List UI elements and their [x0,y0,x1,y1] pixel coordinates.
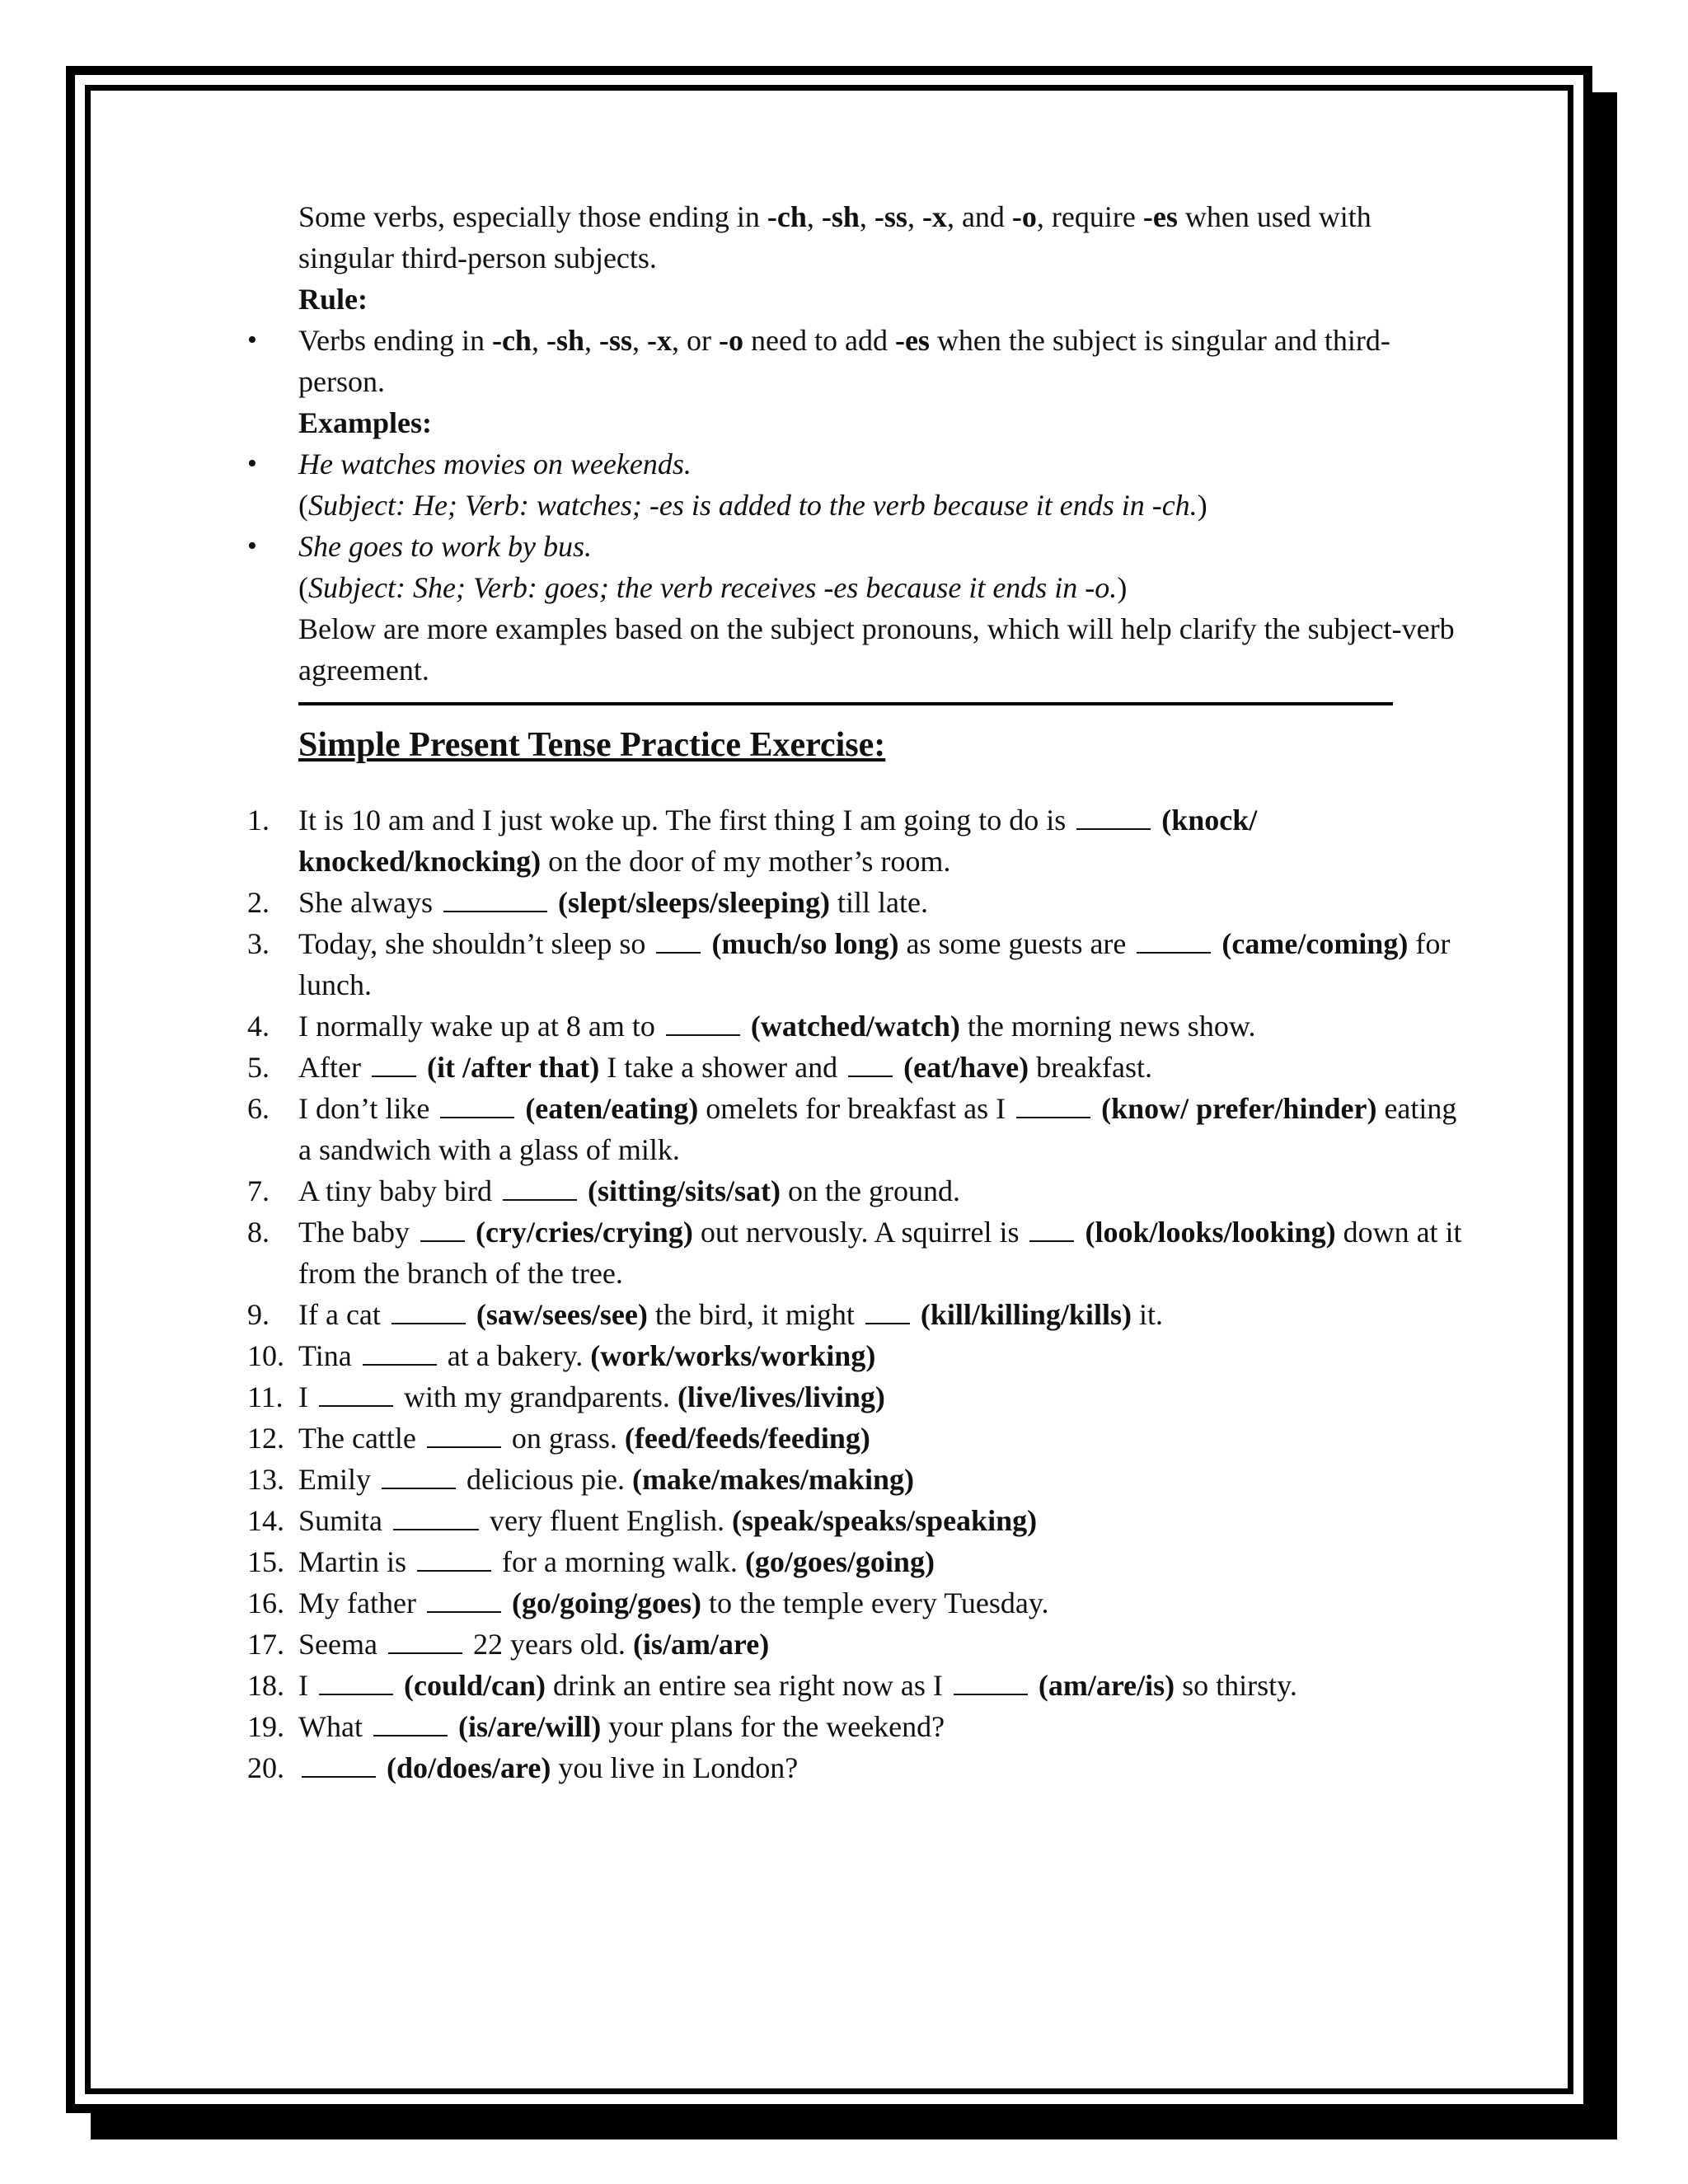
answer-options: (eat/have) [903,1051,1029,1084]
answer-options: (it /after that) [426,1051,600,1084]
answer-blank[interactable] [656,926,701,954]
item-text: If a cat [298,1298,381,1331]
item-number: 3. [247,927,270,960]
answer-blank[interactable] [302,1750,376,1778]
item-text: It is 10 am and I just woke up. The first thing I am going to do is [298,804,1067,837]
item-text: drink an entire sea right now as I [553,1669,943,1702]
item-number: 7. [247,1174,270,1207]
exercise-item [247,1088,1469,1170]
item-number: 17. [247,1628,284,1661]
examples-label [298,402,1469,443]
item-text: Sumita [298,1504,383,1537]
item-number: 1. [247,804,270,837]
answer-options: (speak/speaks/speaking) [731,1504,1038,1537]
answer-blank[interactable] [372,1049,416,1077]
answer-blank[interactable] [363,1338,437,1366]
below-text: Below are more examples based on the subject pronouns, which will help clarify the subject-verb agreement. [298,612,1455,687]
item-text: Martin is [298,1545,406,1578]
item-number: 16. [247,1586,284,1619]
exercise-item [247,1376,1469,1418]
item-text: What [298,1710,363,1743]
item-number: 4. [247,1010,270,1043]
item-text: for a morning walk. [502,1545,738,1578]
answer-blank[interactable] [427,1585,501,1613]
item-number: 8. [247,1216,270,1249]
suffix-sh: -sh [546,324,584,357]
answer-options: (slept/sleeps/sleeping) [557,886,830,919]
rule-text: when the subject is singular and third-person. [298,324,1390,398]
exercise-item [247,1500,1469,1541]
item-number: 19. [247,1710,284,1743]
item-text: down at it from the branch of the tree. [298,1216,1462,1290]
answer-blank[interactable] [382,1461,456,1489]
exercise-item [247,1047,1469,1088]
bullet-icon: • [247,531,257,561]
item-text: on the ground. [787,1174,960,1207]
item-text: I normally wake up at 8 am to [298,1010,655,1043]
example-sentence: She goes to work by bus. [298,530,592,563]
answer-blank[interactable] [1016,1090,1090,1118]
answer-blank[interactable] [319,1379,393,1407]
item-text: you live in London? [558,1751,799,1784]
item-text: on the door of my mother’s room. [548,845,951,878]
answer-blank[interactable] [388,1626,462,1654]
suffix-es: -es [894,324,930,357]
examples-label-text: Examples: [298,406,432,439]
item-text: Today, she shouldn’t sleep so [298,927,646,960]
intro-text: , and [946,200,1012,233]
item-text: with my grandparents. [404,1380,670,1413]
item-text: She always [298,886,433,919]
bullet-icon: • [247,325,257,355]
item-text: omelets for breakfast as I [706,1092,1006,1125]
exercise-item [247,1747,1469,1788]
exercise-item [247,1005,1469,1047]
item-text: on grass. [511,1422,617,1455]
answer-options: (look/looks/looking) [1085,1216,1336,1249]
exercise-title: Simple Present Tense Practice Exercise: [298,726,886,764]
item-text: your plans for the weekend? [608,1710,945,1743]
item-number: 11. [247,1380,284,1413]
item-text: for lunch. [298,927,1451,1001]
item-number: 2. [247,886,270,919]
answer-options: (eaten/eating) [525,1092,699,1125]
exercise-item [247,923,1469,1005]
below-paragraph [298,608,1469,691]
intro-text: , require [1036,200,1143,233]
item-text: The baby [298,1216,410,1249]
item-text: the bird, it might [654,1298,855,1331]
intro-paragraph: Some verbs, especially those ending in -ch, -sh, -ss, -x, and -o, require -es when used with singular third-person subjects. [298,200,1372,274]
bullet-icon: • [247,448,257,479]
item-number: 6. [247,1092,270,1125]
item-text: very fluent English. [490,1504,724,1537]
item-text: so thirsty. [1182,1669,1297,1702]
suffix-es: -es [1142,200,1178,233]
exercise-item [247,1624,1469,1665]
item-number: 12. [247,1422,284,1455]
answer-options: (could/can) [404,1669,546,1702]
item-number: 10. [247,1339,284,1372]
answer-blank[interactable] [420,1214,465,1242]
item-number: 15. [247,1545,284,1578]
exercise-item [247,1335,1469,1376]
exercise-item [247,882,1469,923]
answer-options: (go/going/goes) [511,1586,701,1619]
suffix-x: -x [647,324,673,357]
answer-options: (work/works/working) [590,1339,876,1372]
example-2 [247,526,1469,567]
exercise-item [247,1706,1469,1747]
item-text: Emily [298,1463,371,1496]
item-text: eating a sandwich with a glass of milk. [298,1092,1457,1166]
rule-text: Verbs ending in [298,324,492,357]
suffix-o: -o [719,324,744,357]
answer-blank[interactable] [440,1090,514,1118]
item-number: 18. [247,1669,284,1702]
item-text: 22 years old. [472,1628,626,1661]
exercise-item [247,1459,1469,1500]
exercise-item [247,1294,1469,1335]
answer-blank[interactable] [1076,802,1151,830]
intro-text: when used with singular third-person subjects. [298,200,1372,274]
answer-options: (saw/sees/see) [476,1298,648,1331]
suffix-x: -x [921,200,947,233]
answer-blank[interactable] [1137,926,1211,954]
answer-options: (sitting/sits/sat) [587,1174,781,1207]
item-text: as some guests are [906,927,1127,960]
exercise-list [0,799,1688,1788]
suffix-ch: -ch [491,324,532,357]
exercise-item [247,1212,1469,1294]
intro-text: Some verbs, especially those ending in [298,200,767,233]
example-2-note: (Subject: She; Verb: goes; the verb receives -es because it ends in -o.) [298,571,1128,604]
exercise-item [247,799,1469,882]
example-note: Subject: She; Verb: goes; the verb receives -es because it ends in -o. [308,571,1118,604]
answer-options: (much/so long) [711,927,899,960]
exercise-item [247,1418,1469,1459]
answer-options: (is/am/are) [632,1628,770,1661]
answer-options: (knock/ knocked/knocking) [298,804,1258,878]
answer-blank[interactable] [954,1667,1028,1695]
item-number: 20. [247,1751,284,1784]
answer-options: (live/lives/living) [677,1380,885,1413]
answer-options: (am/are/is) [1038,1669,1175,1702]
suffix-ch: -ch [767,200,807,233]
example-sentence: He watches movies on weekends. [298,448,692,480]
horizontal-divider [298,702,1393,705]
item-text: I don’t like [298,1092,430,1125]
item-text: to the temple every Tuesday. [708,1586,1049,1619]
suffix-sh: -sh [821,200,860,233]
item-text: till late. [837,886,928,919]
exercise-item [247,1665,1469,1706]
suffix-ss: -ss [599,324,633,357]
answer-blank[interactable] [393,1502,479,1530]
example-1 [247,443,1469,485]
item-text: I take a shower and [607,1051,838,1084]
answer-options: (came/coming) [1221,927,1409,960]
exercise-item [247,1541,1469,1582]
answer-options: (go/goes/going) [744,1545,935,1578]
answer-options: (is/are/will) [457,1710,602,1743]
exercise-item [247,1582,1469,1624]
document-content [0,196,1688,1788]
item-text: A tiny baby bird [298,1174,492,1207]
item-number: 5. [247,1051,270,1084]
item-text: My father [298,1586,416,1619]
rule-label-text: Rule: [298,283,368,316]
answer-blank[interactable] [392,1296,466,1324]
answer-options: (know/ prefer/hinder) [1101,1092,1377,1125]
exercise-item [247,1170,1469,1212]
answer-blank[interactable] [319,1667,393,1695]
answer-blank[interactable] [865,1296,910,1324]
rule-label [298,279,1469,320]
answer-options: (cry/cries/crying) [475,1216,693,1249]
item-text: at a bakery. [447,1339,584,1372]
item-text: Seema [298,1628,377,1661]
example-1-note: (Subject: He; Verb: watches; -es is added to the verb because it ends in -ch.) [298,489,1207,522]
answer-blank[interactable] [848,1049,893,1077]
answer-options: (kill/killing/kills) [920,1298,1132,1331]
item-text: out nervously. A squirrel is [700,1216,1020,1249]
item-text: I [298,1380,308,1413]
item-text: it. [1138,1298,1163,1331]
item-text: I [298,1669,308,1702]
answer-blank[interactable] [417,1544,491,1572]
item-text: Tina [298,1339,352,1372]
answer-options: (feed/feeds/feeding) [624,1422,870,1455]
rule-bullet: • Verbs ending in -ch, -sh, -ss, -x, or -o need to add -es when the subject is singular and third-person. [298,320,1469,402]
item-text: the morning news show. [967,1010,1256,1043]
answer-blank[interactable] [373,1708,448,1736]
suffix-ss: -ss [874,200,907,233]
answer-options: (make/makes/making) [631,1463,914,1496]
item-number: 14. [247,1504,284,1537]
example-note: Subject: He; Verb: watches; -es is added to the verb because it ends in -ch. [308,489,1198,522]
answer-options: (watched/watch) [750,1010,960,1043]
item-number: 9. [247,1298,270,1331]
answer-blank[interactable] [1029,1214,1074,1242]
rule-text: need to add [743,324,895,357]
answer-blank[interactable] [666,1008,740,1036]
answer-options: (do/does/are) [387,1751,551,1784]
item-text: After [298,1051,361,1084]
rule-text: , or [672,324,720,357]
item-text: breakfast. [1036,1051,1152,1084]
answer-blank[interactable] [427,1420,501,1448]
answer-blank[interactable] [503,1173,577,1201]
item-number: 13. [247,1463,284,1496]
item-text: delicious pie. [467,1463,625,1496]
answer-blank[interactable] [443,884,547,912]
suffix-o: -o [1011,200,1037,233]
item-text: The cattle [298,1422,416,1455]
